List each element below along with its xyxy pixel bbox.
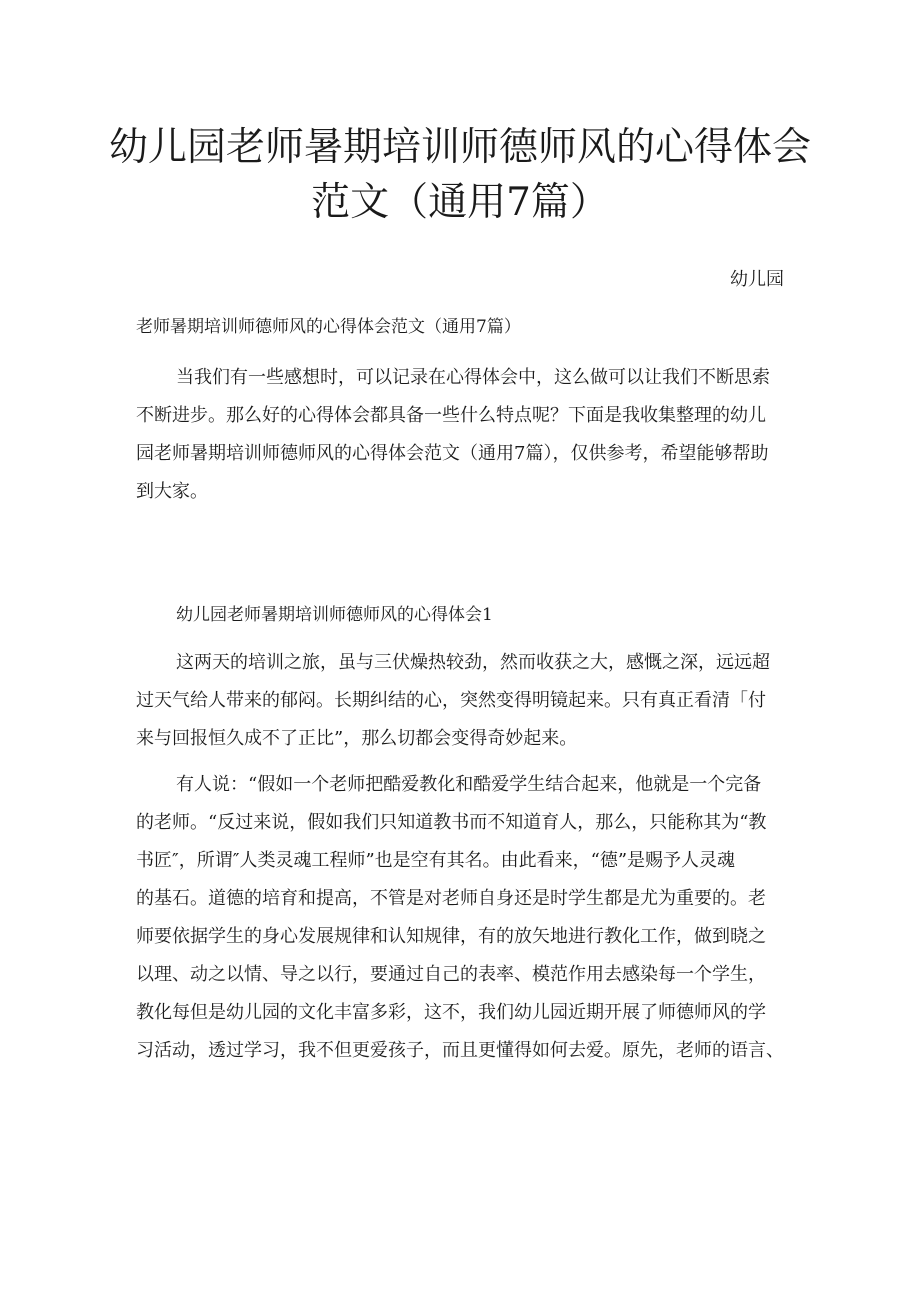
paragraph-line: 书匠″，所谓″人类灵魂工程师”也是空有其名。由此看来，“德”是赐予人灵魂 [136,850,736,871]
paragraph-line: 教化每但是幼儿园的文化丰富多彩，这不，我们幼儿园近期开展了师德师风的学 [136,1002,766,1023]
paragraph-line: 这两天的培训之旅，虽与三伏燥热较劲，然而收获之大，感慨之深，远远超 [176,652,770,673]
intro-paragraph [136,359,796,511]
paragraph-line: 习活动，透过学习，我不但更爱孩子，而且更懂得如何去爱。原先，老师的语言、 [136,1040,784,1061]
paragraph-line: 的基石。道德的培育和提高，不管是对老师自身还是时学生都是尤为重要的。老 [136,888,766,909]
document-title-line-1: 幼儿园老师暑期培训师德师风的心得体会 [108,125,811,170]
intro-line: 到大家。 [136,481,208,502]
paragraph-line: 来与回报恒久成不了正比”，那么切都会变得奇妙起来。 [136,728,578,749]
paragraph-line: 以理、动之以情、导之以行，要通过自己的表率、模范作用去感染每一个学生， [136,964,766,985]
intro-line: 当我们有一些感想时，可以记录在心得体会中，这么做可以让我们不断思索 [176,367,770,388]
paragraph-line: 师要依据学生的身心发展规律和认知规律，有的放矢地进行教化工作，做到晓之 [136,926,766,947]
section-1-heading: 幼儿园老师暑期培训师德师风的心得体会1 [176,605,493,625]
paragraph-line: 有人说：“假如一个老师把酷爱教化和酷爱学生结合起来，他就是一个完备 [176,774,762,795]
section-1-paragraph-1 [136,644,796,758]
document-source: 幼儿园 [730,269,784,290]
intro-line: 园老师暑期培训师德师风的心得体会范文（通用7篇），仅供参考，希望能够帮助 [136,443,769,464]
paragraph-line: 过天气给人带来的郁闷。长期纠结的心，突然变得明镜起来。只有真正看清「付 [136,690,766,711]
document-title-line-2: 范文（通用7篇） [311,180,609,225]
paragraph-line: 的老师。“反过来说，假如我们只知道教书而不知道育人，那么，只能称其为“教 [136,812,767,833]
intro-line: 不断进步。那么好的心得体会都具备一些什么特点呢？下面是我收集整理的幼儿 [136,405,766,426]
section-1-paragraph-2 [136,766,796,1070]
document-subtitle: 老师暑期培训师德师风的心得体会范文（通用7篇） [136,317,521,337]
